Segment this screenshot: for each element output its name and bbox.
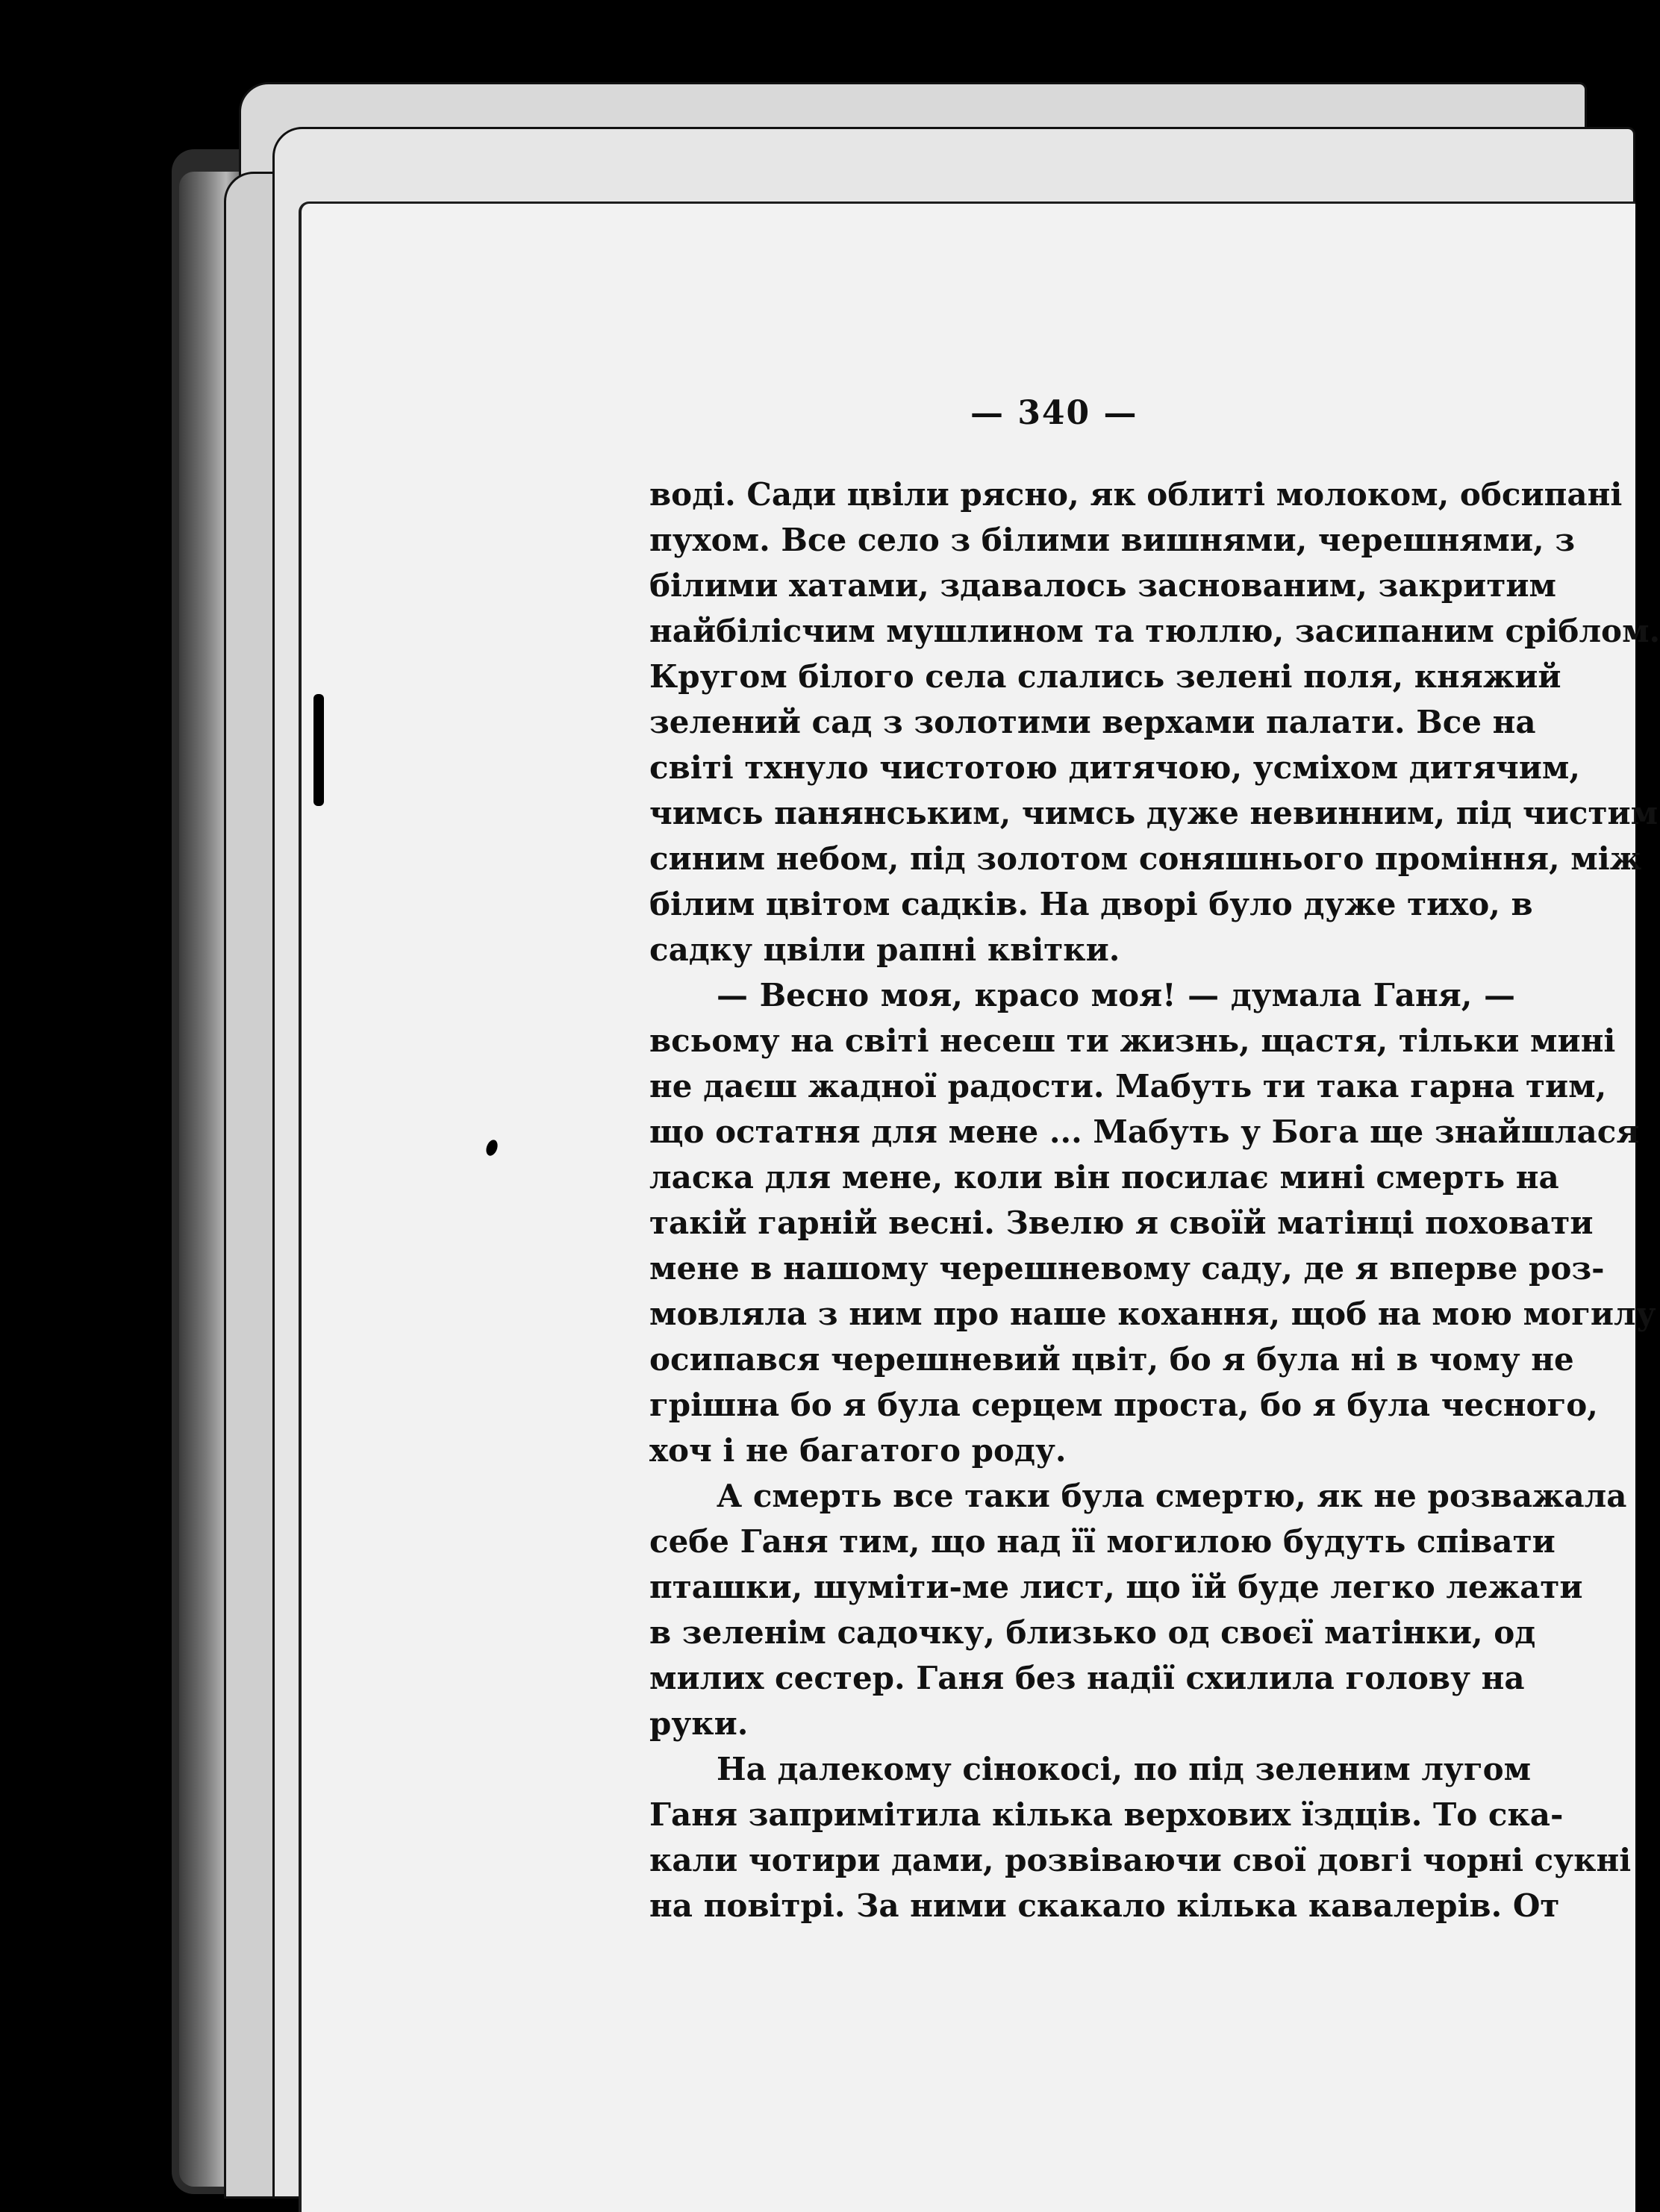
text-line: грішна бо я була серцем проста, бо я була чесного, [649,1387,1598,1423]
text-line: пташки, шуміти-ме лист, що їй буде легко лежати [649,1569,1583,1605]
text-line: не даєш жадної радости. Мабуть ти така гарна тим, [649,1068,1607,1105]
text-line: на повітрі. За ними скакало кілька кавалерів. От [649,1887,1560,1924]
text-line: осипався черешневий цвіт, бо я була ні в чому не [649,1341,1574,1378]
text-line: мене в нашому черешневому саду, де я вперве роз- [649,1250,1605,1287]
text-line: На далекому сінокосі, по під зеленим лугом [717,1751,1532,1787]
text-line: хоч і не багатого роду. [649,1432,1067,1469]
text-line: Ганя запримітила кілька верхових їздців. То ска- [649,1796,1564,1833]
text-line: зелений сад з золотими верхами палати. Все на [649,704,1536,740]
text-line: ласка для мене, коли він посилає мині смерть на [649,1159,1559,1196]
text-line: найбілісчим мушлином та тюллю, засипаним сріблом. [649,613,1660,649]
text-line: садку цвіли рапні квітки. [649,931,1120,968]
text-line: Кругом білого села слались зелені поля, княжий [649,658,1561,695]
text-line: синим небом, під золотом соняшнього проміння, між [649,840,1642,877]
text-line: пухом. Все село з білими вишнями, черешнями, з [649,522,1576,558]
text-line: милих сестер. Ганя без надії схилила голову на [649,1660,1525,1696]
page-text [649,472,1660,1928]
text-line: воді. Сади цвіли рясно, як облиті молоком, обсипані [649,476,1623,513]
text-line: себе Ганя тим, що над її могилою будуть співати [649,1523,1556,1560]
text-line: світі тхнуло чистотою дитячою, усміхом дитячим, [649,749,1580,786]
margin-mark [313,694,324,806]
text-line: в зеленім садочку, близько од своєї матінки, од [649,1614,1536,1651]
text-line: що остатня для мене ... Мабуть у Бога ще знайшлася [649,1113,1640,1150]
page-number: — 340 — [970,394,1138,432]
text-line: кали чотири дами, розвіваючи свої довгі чорні сукні [649,1842,1632,1878]
text-line: — Весно моя, красо моя! — думала Ганя, — [717,977,1515,1013]
text-line: чимсь панянським, чимсь дуже невинним, під чистим [649,795,1659,831]
text-line: білим цвітом садків. На дворі було дуже тихо, в [649,886,1533,922]
text-line: такій гарній весні. Звелю я своїй матінці поховати [649,1205,1594,1241]
text-line: всьому на світі несеш ти жизнь, щастя, тільки мині [649,1022,1616,1059]
text-line: білими хатами, здавалось заснованим, закритим [649,567,1556,604]
text-line: А смерть все таки була смертю, як не розважала [717,1478,1627,1514]
text-line: мовляла з ним про наше кохання, щоб на мою могилу [649,1296,1656,1332]
text-line: руки. [649,1705,749,1742]
